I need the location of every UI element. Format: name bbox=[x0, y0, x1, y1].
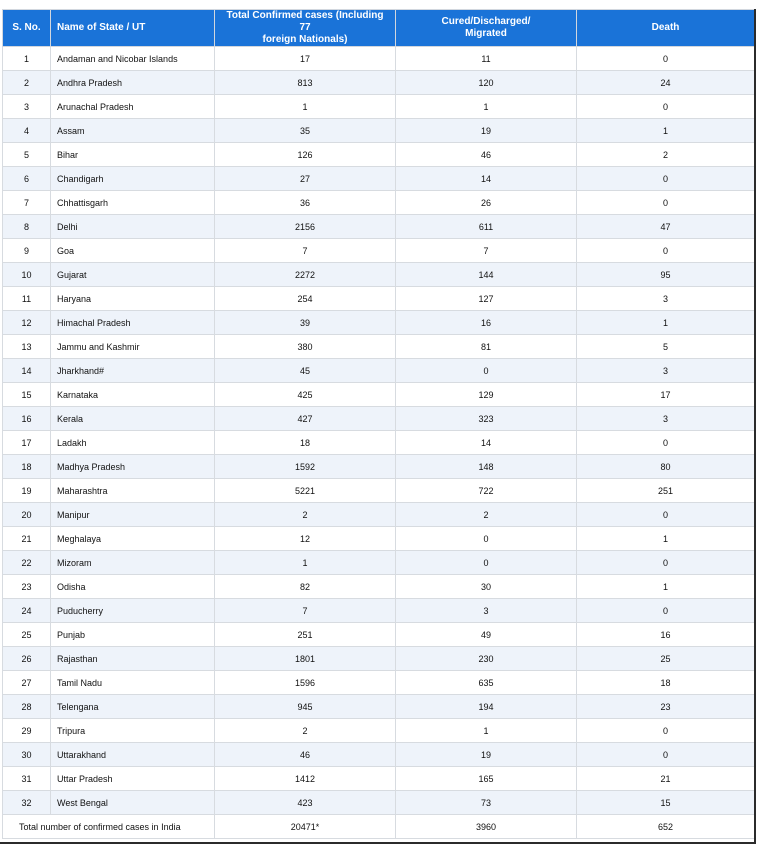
cell-cured: 722 bbox=[396, 479, 577, 503]
table-row bbox=[3, 119, 755, 143]
cell-confirmed: 2156 bbox=[215, 215, 396, 239]
cell-death: 23 bbox=[577, 695, 755, 719]
table-header bbox=[3, 10, 755, 47]
cell-death: 0 bbox=[577, 239, 755, 263]
cell-state: Haryana bbox=[51, 287, 215, 311]
cell-sno: 23 bbox=[3, 575, 51, 599]
cell-sno: 8 bbox=[3, 215, 51, 239]
cell-cured: 1 bbox=[396, 719, 577, 743]
cell-cured: 46 bbox=[396, 143, 577, 167]
cell-sno: 9 bbox=[3, 239, 51, 263]
cell-confirmed: 1 bbox=[215, 95, 396, 119]
cell-state: Jharkhand# bbox=[51, 359, 215, 383]
cell-death: 3 bbox=[577, 407, 755, 431]
cell-death: 21 bbox=[577, 767, 755, 791]
header-cured bbox=[396, 10, 577, 47]
cell-state: Chandigarh bbox=[51, 167, 215, 191]
cell-death: 24 bbox=[577, 71, 755, 95]
header-death: Death bbox=[577, 10, 755, 47]
cell-cured: 611 bbox=[396, 215, 577, 239]
cell-state: Arunachal Pradesh bbox=[51, 95, 215, 119]
cell-cured: 127 bbox=[396, 287, 577, 311]
cell-sno: 5 bbox=[3, 143, 51, 167]
cell-death: 0 bbox=[577, 503, 755, 527]
table-row bbox=[3, 503, 755, 527]
table-row bbox=[3, 263, 755, 287]
cell-cured: 49 bbox=[396, 623, 577, 647]
cell-state: Punjab bbox=[51, 623, 215, 647]
cell-state: Kerala bbox=[51, 407, 215, 431]
cell-sno: 32 bbox=[3, 791, 51, 815]
cell-cured: 0 bbox=[396, 527, 577, 551]
cell-death: 0 bbox=[577, 743, 755, 767]
cell-cured: 11 bbox=[396, 47, 577, 71]
cell-cured: 14 bbox=[396, 167, 577, 191]
cell-death: 15 bbox=[577, 791, 755, 815]
cell-death: 3 bbox=[577, 359, 755, 383]
cell-death: 3 bbox=[577, 287, 755, 311]
cell-confirmed: 35 bbox=[215, 119, 396, 143]
cell-state: West Bengal bbox=[51, 791, 215, 815]
cell-state: Gujarat bbox=[51, 263, 215, 287]
table-row bbox=[3, 431, 755, 455]
cell-cured: 0 bbox=[396, 359, 577, 383]
table-row bbox=[3, 575, 755, 599]
cell-confirmed: 39 bbox=[215, 311, 396, 335]
cell-state: Andaman and Nicobar Islands bbox=[51, 47, 215, 71]
cell-cured: 635 bbox=[396, 671, 577, 695]
cell-state: Karnataka bbox=[51, 383, 215, 407]
cell-sno: 7 bbox=[3, 191, 51, 215]
cell-sno: 4 bbox=[3, 119, 51, 143]
cell-cured: 148 bbox=[396, 455, 577, 479]
cell-cured: 16 bbox=[396, 311, 577, 335]
cell-confirmed: 380 bbox=[215, 335, 396, 359]
cell-confirmed: 254 bbox=[215, 287, 396, 311]
cell-sno: 24 bbox=[3, 599, 51, 623]
table-body bbox=[3, 47, 755, 839]
cell-state: Delhi bbox=[51, 215, 215, 239]
cell-cured: 2 bbox=[396, 503, 577, 527]
table-row bbox=[3, 335, 755, 359]
cell-sno: 20 bbox=[3, 503, 51, 527]
cell-sno: 19 bbox=[3, 479, 51, 503]
cell-cured: 26 bbox=[396, 191, 577, 215]
cell-cured: 81 bbox=[396, 335, 577, 359]
table-row bbox=[3, 551, 755, 575]
cell-death: 2 bbox=[577, 143, 755, 167]
cell-sno: 14 bbox=[3, 359, 51, 383]
cell-death: 0 bbox=[577, 599, 755, 623]
cell-death: 1 bbox=[577, 575, 755, 599]
cell-confirmed: 7 bbox=[215, 599, 396, 623]
table-row bbox=[3, 647, 755, 671]
table-row bbox=[3, 143, 755, 167]
cell-sno: 27 bbox=[3, 671, 51, 695]
table-row bbox=[3, 359, 755, 383]
header-confirmed-line1: Total Confirmed cases (Including 77 bbox=[226, 10, 384, 33]
table-row bbox=[3, 623, 755, 647]
cell-death: 251 bbox=[577, 479, 755, 503]
cell-confirmed: 2 bbox=[215, 503, 396, 527]
cell-confirmed: 18 bbox=[215, 431, 396, 455]
table-row bbox=[3, 191, 755, 215]
cell-death: 17 bbox=[577, 383, 755, 407]
cell-cured: 30 bbox=[396, 575, 577, 599]
cell-state: Uttar Pradesh bbox=[51, 767, 215, 791]
cell-confirmed: 46 bbox=[215, 743, 396, 767]
table-row bbox=[3, 695, 755, 719]
cell-sno: 1 bbox=[3, 47, 51, 71]
cell-confirmed: 2 bbox=[215, 719, 396, 743]
cell-confirmed: 1596 bbox=[215, 671, 396, 695]
cell-cured: 144 bbox=[396, 263, 577, 287]
total-row bbox=[3, 815, 755, 839]
cell-confirmed: 813 bbox=[215, 71, 396, 95]
table-row bbox=[3, 479, 755, 503]
cell-cured: 19 bbox=[396, 119, 577, 143]
cell-death: 0 bbox=[577, 191, 755, 215]
cell-sno: 2 bbox=[3, 71, 51, 95]
cell-sno: 31 bbox=[3, 767, 51, 791]
cell-death: 0 bbox=[577, 719, 755, 743]
cell-state: Maharashtra bbox=[51, 479, 215, 503]
table-row bbox=[3, 671, 755, 695]
table-row bbox=[3, 743, 755, 767]
cell-death: 1 bbox=[577, 119, 755, 143]
header-sno: S. No. bbox=[3, 10, 51, 47]
cell-death: 80 bbox=[577, 455, 755, 479]
table-row bbox=[3, 599, 755, 623]
cell-sno: 25 bbox=[3, 623, 51, 647]
cell-cured: 120 bbox=[396, 71, 577, 95]
cell-cured: 129 bbox=[396, 383, 577, 407]
cell-state: Puducherry bbox=[51, 599, 215, 623]
cell-sno: 13 bbox=[3, 335, 51, 359]
covid-cases-table bbox=[2, 9, 755, 839]
cell-confirmed: 1801 bbox=[215, 647, 396, 671]
cell-cured: 19 bbox=[396, 743, 577, 767]
cell-confirmed: 423 bbox=[215, 791, 396, 815]
cell-confirmed: 5221 bbox=[215, 479, 396, 503]
cell-sno: 26 bbox=[3, 647, 51, 671]
cell-death: 47 bbox=[577, 215, 755, 239]
cell-death: 1 bbox=[577, 311, 755, 335]
cell-state: Andhra Pradesh bbox=[51, 71, 215, 95]
cell-confirmed: 251 bbox=[215, 623, 396, 647]
cell-sno: 6 bbox=[3, 167, 51, 191]
table-row bbox=[3, 791, 755, 815]
cell-sno: 18 bbox=[3, 455, 51, 479]
cell-confirmed: 1 bbox=[215, 551, 396, 575]
cell-cured: 0 bbox=[396, 551, 577, 575]
table-row bbox=[3, 287, 755, 311]
cell-confirmed: 126 bbox=[215, 143, 396, 167]
cell-death: 0 bbox=[577, 167, 755, 191]
total-death: 652 bbox=[577, 815, 755, 839]
cell-sno: 3 bbox=[3, 95, 51, 119]
table-row bbox=[3, 311, 755, 335]
cell-state: Bihar bbox=[51, 143, 215, 167]
table-row bbox=[3, 767, 755, 791]
cell-confirmed: 36 bbox=[215, 191, 396, 215]
cell-sno: 17 bbox=[3, 431, 51, 455]
cell-sno: 22 bbox=[3, 551, 51, 575]
cell-death: 18 bbox=[577, 671, 755, 695]
cell-confirmed: 27 bbox=[215, 167, 396, 191]
total-cured: 3960 bbox=[396, 815, 577, 839]
header-row bbox=[3, 10, 755, 47]
cell-death: 1 bbox=[577, 527, 755, 551]
table-row bbox=[3, 455, 755, 479]
cell-sno: 15 bbox=[3, 383, 51, 407]
total-confirmed: 20471* bbox=[215, 815, 396, 839]
cell-death: 0 bbox=[577, 47, 755, 71]
cell-death: 0 bbox=[577, 431, 755, 455]
cell-state: Mizoram bbox=[51, 551, 215, 575]
cell-state: Jammu and Kashmir bbox=[51, 335, 215, 359]
cell-sno: 28 bbox=[3, 695, 51, 719]
table-row bbox=[3, 95, 755, 119]
cell-death: 0 bbox=[577, 95, 755, 119]
cell-state: Tripura bbox=[51, 719, 215, 743]
header-state: Name of State / UT bbox=[51, 10, 215, 47]
header-confirmed bbox=[215, 10, 396, 47]
cell-state: Odisha bbox=[51, 575, 215, 599]
table-row bbox=[3, 407, 755, 431]
cell-death: 5 bbox=[577, 335, 755, 359]
cell-death: 25 bbox=[577, 647, 755, 671]
cell-sno: 16 bbox=[3, 407, 51, 431]
cell-confirmed: 425 bbox=[215, 383, 396, 407]
right-edge-line bbox=[754, 9, 756, 844]
cell-state: Himachal Pradesh bbox=[51, 311, 215, 335]
total-label: Total number of confirmed cases in India bbox=[3, 815, 215, 839]
cell-state: Telengana bbox=[51, 695, 215, 719]
cell-state: Rajasthan bbox=[51, 647, 215, 671]
table-row bbox=[3, 383, 755, 407]
cell-sno: 30 bbox=[3, 743, 51, 767]
cell-sno: 11 bbox=[3, 287, 51, 311]
cell-cured: 14 bbox=[396, 431, 577, 455]
cell-death: 0 bbox=[577, 551, 755, 575]
cell-cured: 194 bbox=[396, 695, 577, 719]
cell-state: Uttarakhand bbox=[51, 743, 215, 767]
table-row bbox=[3, 71, 755, 95]
header-cured-line1: Cured/Discharged/ bbox=[441, 16, 531, 27]
cell-confirmed: 1412 bbox=[215, 767, 396, 791]
cell-cured: 165 bbox=[396, 767, 577, 791]
cell-cured: 230 bbox=[396, 647, 577, 671]
cell-sno: 29 bbox=[3, 719, 51, 743]
cell-state: Manipur bbox=[51, 503, 215, 527]
cell-confirmed: 45 bbox=[215, 359, 396, 383]
cell-confirmed: 427 bbox=[215, 407, 396, 431]
cell-confirmed: 945 bbox=[215, 695, 396, 719]
cell-state: Tamil Nadu bbox=[51, 671, 215, 695]
table-row bbox=[3, 239, 755, 263]
cell-sno: 12 bbox=[3, 311, 51, 335]
cell-death: 95 bbox=[577, 263, 755, 287]
cell-confirmed: 12 bbox=[215, 527, 396, 551]
cell-sno: 21 bbox=[3, 527, 51, 551]
header-cured-line2: Migrated bbox=[465, 28, 507, 39]
cell-death: 16 bbox=[577, 623, 755, 647]
cell-cured: 7 bbox=[396, 239, 577, 263]
cell-cured: 73 bbox=[396, 791, 577, 815]
table-row bbox=[3, 215, 755, 239]
table-row bbox=[3, 527, 755, 551]
cell-state: Assam bbox=[51, 119, 215, 143]
cell-state: Goa bbox=[51, 239, 215, 263]
cell-state: Ladakh bbox=[51, 431, 215, 455]
cell-cured: 323 bbox=[396, 407, 577, 431]
table-row bbox=[3, 719, 755, 743]
cell-cured: 3 bbox=[396, 599, 577, 623]
cell-confirmed: 1592 bbox=[215, 455, 396, 479]
cell-sno: 10 bbox=[3, 263, 51, 287]
cell-state: Chhattisgarh bbox=[51, 191, 215, 215]
cell-state: Meghalaya bbox=[51, 527, 215, 551]
cell-cured: 1 bbox=[396, 95, 577, 119]
cell-confirmed: 2272 bbox=[215, 263, 396, 287]
cell-state: Madhya Pradesh bbox=[51, 455, 215, 479]
cell-confirmed: 17 bbox=[215, 47, 396, 71]
cell-confirmed: 82 bbox=[215, 575, 396, 599]
table-row bbox=[3, 167, 755, 191]
header-confirmed-line2: foreign Nationals) bbox=[262, 34, 348, 45]
table-row bbox=[3, 47, 755, 71]
cell-confirmed: 7 bbox=[215, 239, 396, 263]
